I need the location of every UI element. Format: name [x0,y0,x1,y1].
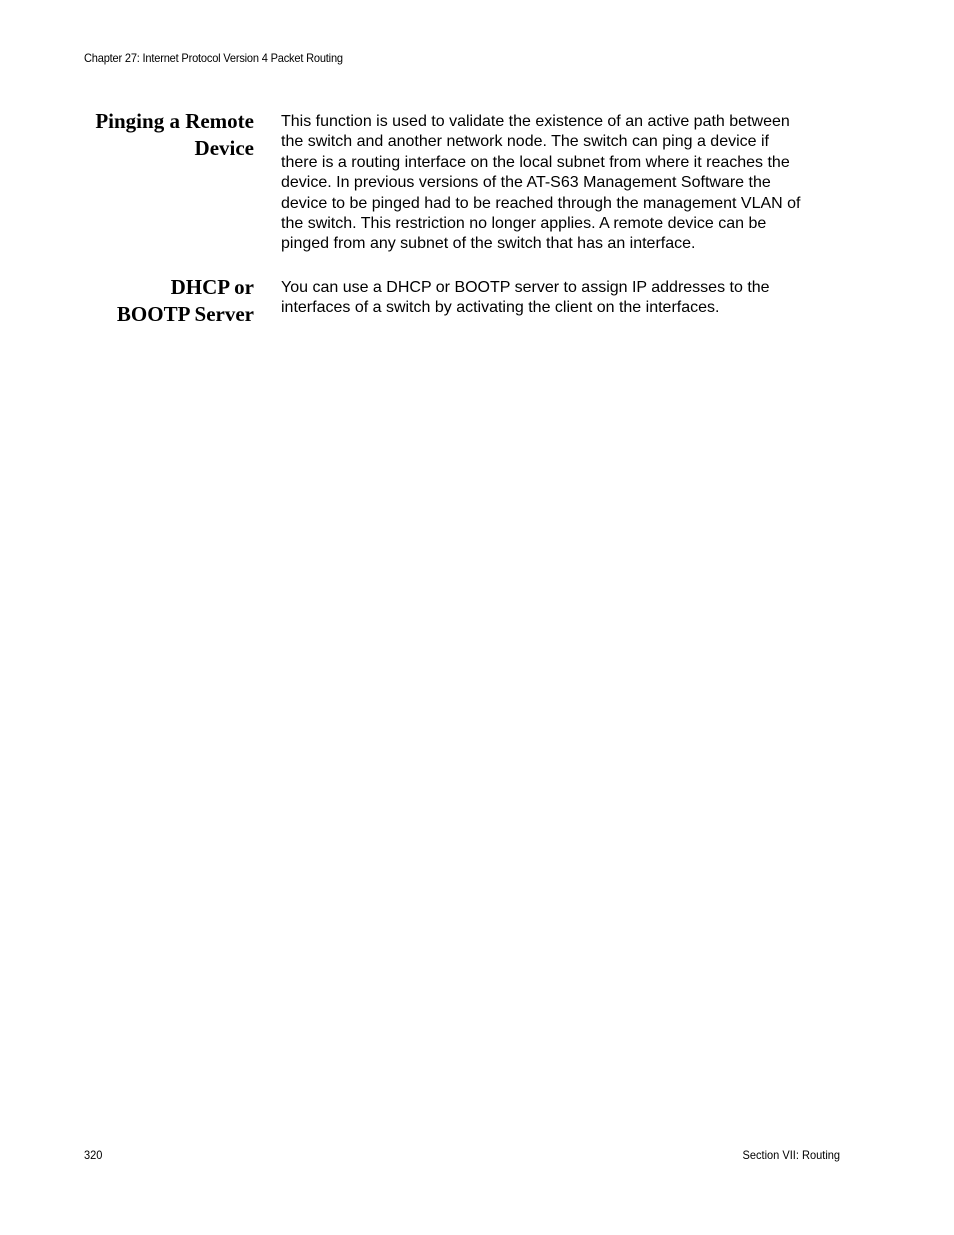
section-heading [54,108,254,162]
body-line: You can use a DHCP or BOOTP server to assign IP addresses to the [281,279,770,296]
section-heading [54,274,254,328]
body-line: there is a routing interface on the local subnet from where it reaches the [281,153,790,171]
body-line: pinged from any subnet of the switch that has an interface. [281,235,696,253]
page-number: 320 [84,1148,103,1162]
body-line: the switch. This restriction no longer applies. A remote device can be [281,215,767,233]
heading-line: Device [194,136,254,160]
section-body [281,278,847,319]
running-header: Chapter 27: Internet Protocol Version 4 Packet Routing [84,51,343,65]
body-line: device. In previous versions of the AT-S63 Management Software the [281,174,771,192]
body-line: device to be pinged had to be reached through the management VLAN of [281,194,801,212]
body-line: interfaces of a switch by activating the client on the interfaces. [281,299,720,317]
section-body [281,112,847,255]
heading-line: BOOTP Server [116,302,254,326]
footer-section-title: Section VII: Routing [742,1148,840,1162]
body-line: This function is used to validate the existence of an active path between [281,113,790,130]
body-line: the switch and another network node. The switch can ping a device if [281,133,769,151]
heading-line: Pinging a Remote [95,109,254,133]
heading-line: DHCP or [170,275,254,299]
